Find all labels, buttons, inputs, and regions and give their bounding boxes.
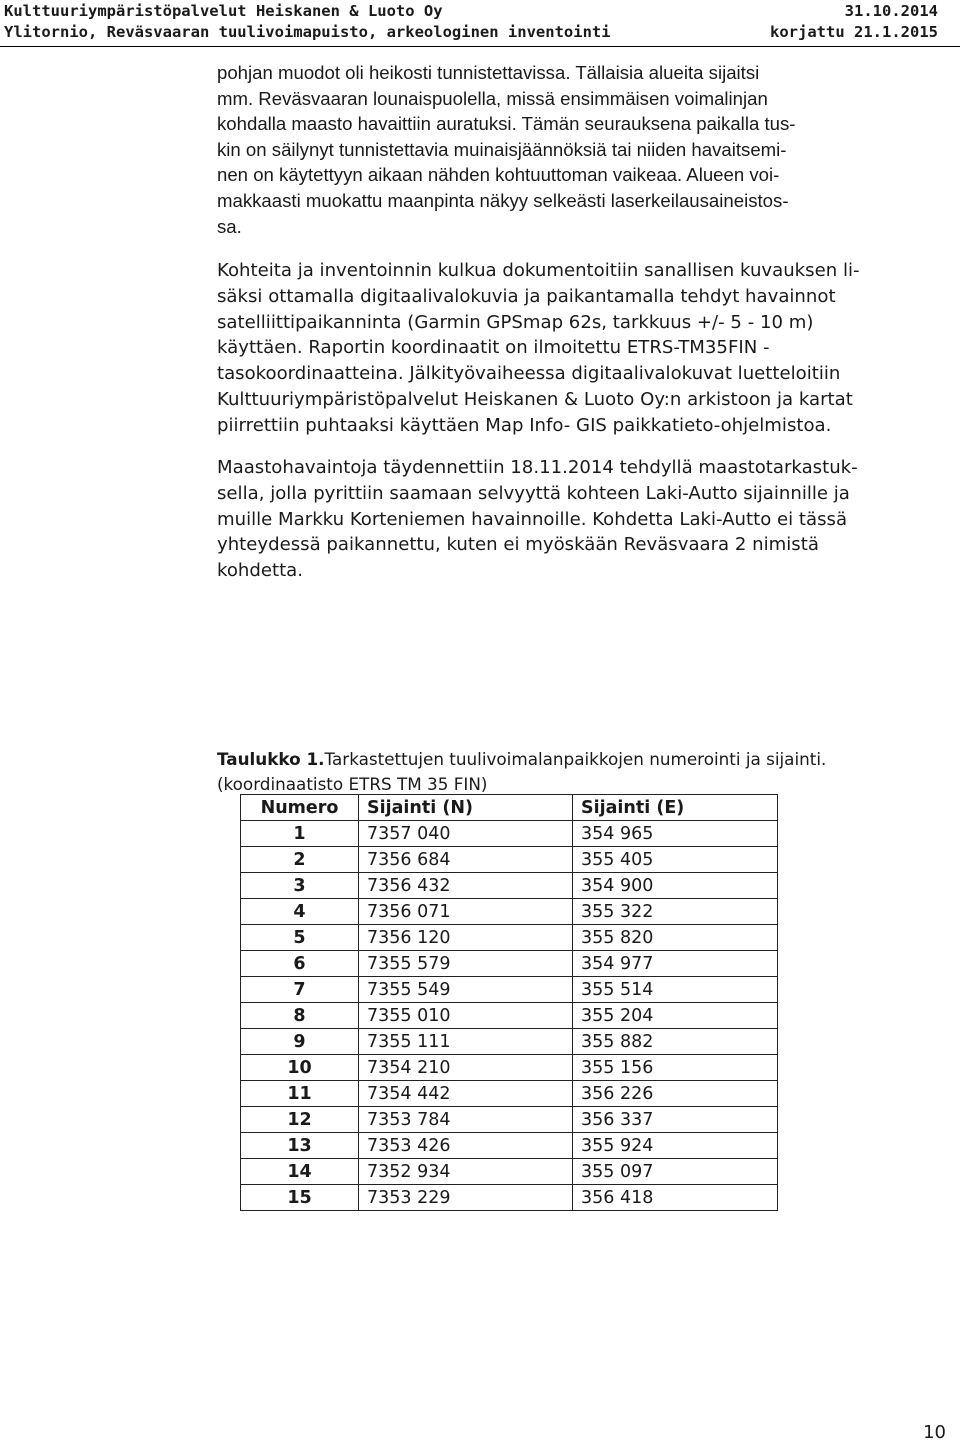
cell-east: 355 820 xyxy=(573,925,778,951)
cell-number: 10 xyxy=(241,1055,359,1081)
column-header-number: Numero xyxy=(241,795,359,821)
cell-east: 354 900 xyxy=(573,873,778,899)
paragraph-line: säksi ottamalla digitaalivalokuvia ja paikantamalla tehdyt havainnot xyxy=(217,285,836,307)
table-row xyxy=(241,1185,778,1211)
table-row xyxy=(241,1159,778,1185)
paragraph-line: mm. Reväsvaaran lounaispuolella, missä ensimmäisen voimalinjan xyxy=(217,87,768,109)
paragraph-line: Kohteita ja inventoinnin kulkua dokumentoitiin sanallisen kuvauksen li- xyxy=(217,260,860,281)
table-row xyxy=(241,1107,778,1133)
paragraph-documentation xyxy=(217,258,953,439)
header-row-company xyxy=(0,0,960,22)
column-header-north: Sijainti (N) xyxy=(359,795,573,821)
paragraph-line: Kulttuuriympäristöpalvelut Heiskanen & Luoto Oy:n arkistoon ja kartat xyxy=(217,388,853,410)
cell-number: 3 xyxy=(241,873,359,899)
table-header-row xyxy=(241,795,778,821)
header-company: Kulttuuriympäristöpalvelut Heiskanen & Luoto Oy xyxy=(4,2,443,20)
table-body xyxy=(241,821,778,1211)
paragraph-line: Maastohavaintoja täydennettiin 18.11.2014 tehdyllä maastotarkastuk- xyxy=(217,457,858,478)
table-row xyxy=(241,1133,778,1159)
cell-north: 7355 010 xyxy=(359,1003,573,1029)
table-caption-subtext: (koordinaatisto ETRS TM 35 FIN) xyxy=(217,774,488,794)
paragraph-line: sella, jolla pyrittiin saamaan selvyyttä kohteen Laki-Autto sijainnille ja xyxy=(217,482,850,504)
table-row xyxy=(241,951,778,977)
cell-north: 7353 229 xyxy=(359,1185,573,1211)
cell-east: 356 226 xyxy=(573,1081,778,1107)
cell-east: 355 882 xyxy=(573,1029,778,1055)
cell-number: 5 xyxy=(241,925,359,951)
header-row-project xyxy=(0,22,960,43)
table-row xyxy=(241,1029,778,1055)
cell-east: 355 514 xyxy=(573,977,778,1003)
cell-number: 2 xyxy=(241,847,359,873)
paragraph-line: sa. xyxy=(217,215,242,237)
cell-east: 355 204 xyxy=(573,1003,778,1029)
paragraph-line: yhteydessä paikannettu, kuten ei myöskään Reväsvaara 2 nimistä xyxy=(217,534,819,556)
cell-number: 4 xyxy=(241,899,359,925)
cell-number: 12 xyxy=(241,1107,359,1133)
table-row xyxy=(241,847,778,873)
header-revised: korjattu 21.1.2015 xyxy=(770,23,938,41)
header-project: Ylitornio, Reväsvaaran tuulivoimapuisto, arkeologinen inventointi xyxy=(4,23,611,41)
cell-east: 355 097 xyxy=(573,1159,778,1185)
table-row xyxy=(241,925,778,951)
cell-number: 13 xyxy=(241,1133,359,1159)
cell-north: 7353 784 xyxy=(359,1107,573,1133)
cell-number: 11 xyxy=(241,1081,359,1107)
cell-north: 7353 426 xyxy=(359,1133,573,1159)
paragraph-line: muille Markku Korteniemen havainnoille. Kohdetta Laki-Autto ei tässä xyxy=(217,508,848,530)
paragraph-line: pohjan muodot oli heikosti tunnistettavissa. Tällaisia alueita sijaitsi xyxy=(217,62,760,83)
paragraph-line: kin on säilynyt tunnistettavia muinaisjäännöksiä tai niiden havaitsemi- xyxy=(217,138,787,160)
cell-number: 6 xyxy=(241,951,359,977)
cell-east: 354 977 xyxy=(573,951,778,977)
cell-east: 355 156 xyxy=(573,1055,778,1081)
paragraph-line: kohdalla maasto havaittiin auratuksi. Tämän seurauksena paikalla tus- xyxy=(217,113,796,135)
page-number: 10 xyxy=(923,1422,946,1443)
cell-east: 355 322 xyxy=(573,899,778,925)
cell-north: 7354 210 xyxy=(359,1055,573,1081)
paragraph-line: kohdetta. xyxy=(217,560,304,582)
cell-north: 7356 432 xyxy=(359,873,573,899)
cell-north: 7355 549 xyxy=(359,977,573,1003)
cell-north: 7355 111 xyxy=(359,1029,573,1055)
cell-number: 14 xyxy=(241,1159,359,1185)
cell-east: 356 337 xyxy=(573,1107,778,1133)
paragraph-line: piirrettiin puhtaaksi käyttäen Map Info- GIS paikkatieto-ohjelmistoa. xyxy=(217,414,832,436)
paragraph-terrain xyxy=(217,60,953,239)
header-date: 31.10.2014 xyxy=(844,2,938,20)
paragraph-line: nen on käytettyyn aikaan nähden kohtuuttoman vaikeaa. Alueen voi- xyxy=(217,164,780,186)
table-row xyxy=(241,821,778,847)
cell-number: 1 xyxy=(241,821,359,847)
paragraph-field-check xyxy=(217,455,953,584)
cell-north: 7356 684 xyxy=(359,847,573,873)
table-row xyxy=(241,899,778,925)
cell-east: 356 418 xyxy=(573,1185,778,1211)
table-caption-title xyxy=(217,747,826,772)
table-row xyxy=(241,977,778,1003)
table-row xyxy=(241,1081,778,1107)
cell-number: 9 xyxy=(241,1029,359,1055)
turbine-location-table xyxy=(240,794,778,1211)
cell-number: 8 xyxy=(241,1003,359,1029)
paragraph-line: satelliittipaikanninta (Garmin GPSmap 62s, tarkkuus +/- 5 - 10 m) xyxy=(217,311,814,333)
table-row xyxy=(241,873,778,899)
cell-north: 7357 040 xyxy=(359,821,573,847)
cell-north: 7352 934 xyxy=(359,1159,573,1185)
table-row xyxy=(241,1055,778,1081)
column-header-east: Sijainti (E) xyxy=(573,795,778,821)
table-caption-text: Tarkastettujen tuulivoimalanpaikkojen numerointi ja sijainti. xyxy=(324,749,827,769)
table-caption-label: Taulukko 1. xyxy=(217,749,325,769)
paragraph-line: käyttäen. Raportin koordinaatit on ilmoitettu ETRS-TM35FIN - xyxy=(217,337,770,359)
page-header xyxy=(0,0,960,47)
table-caption xyxy=(217,747,826,797)
cell-number: 15 xyxy=(241,1185,359,1211)
paragraph-line: tasokoordinaatteina. Jälkityövaiheessa digitaalivalokuvat luetteloitiin xyxy=(217,363,841,385)
cell-north: 7355 579 xyxy=(359,951,573,977)
cell-east: 355 405 xyxy=(573,847,778,873)
cell-east: 354 965 xyxy=(573,821,778,847)
table-row xyxy=(241,1003,778,1029)
cell-north: 7356 071 xyxy=(359,899,573,925)
paragraph-line: makkaasti muokattu maanpinta näkyy selkeästi laserkeilausaineistos- xyxy=(217,189,789,211)
cell-number: 7 xyxy=(241,977,359,1003)
cell-east: 355 924 xyxy=(573,1133,778,1159)
cell-north: 7354 442 xyxy=(359,1081,573,1107)
cell-north: 7356 120 xyxy=(359,925,573,951)
